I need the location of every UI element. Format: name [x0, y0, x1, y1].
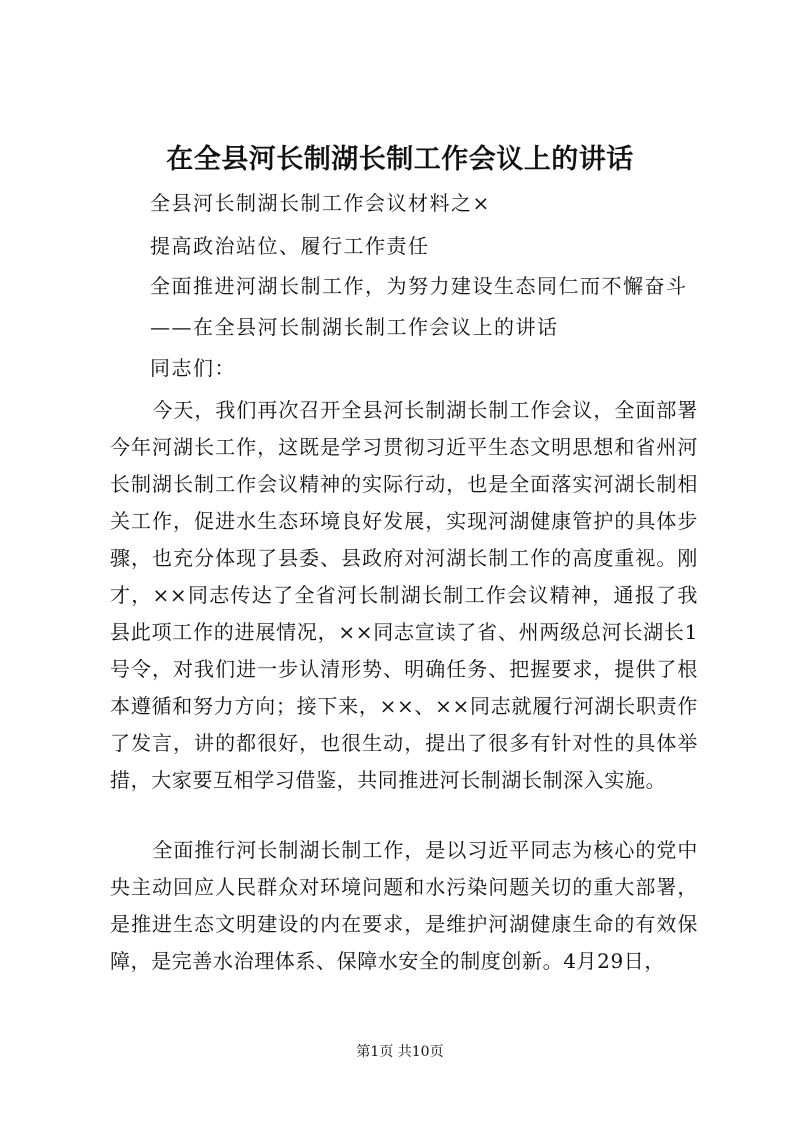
subtitle-line-speech: ——在全县河长制湖长制工作会议上的讲话 — [150, 315, 559, 339]
body-paragraph-2 — [110, 832, 698, 980]
subtitle-line-theme: 提高政治站位、履行工作责任 — [150, 234, 430, 258]
salutation: 同志们： — [150, 356, 236, 380]
subtitle-line-slogan: 全面推进河湖长制工作，为努力建设生态同仁而不懈奋斗 — [150, 274, 688, 298]
subtitle-line-materials: 全县河长制湖长制工作会议材料之× — [150, 191, 491, 215]
body-paragraph-2-text: 全面推行河长制湖长制工作，是以习近平同志为核心的党中央主动回应人民群众对环境问题和水污染问题关切的重大部署，是推进生态文明建设的内在要求，是维护河湖健康生命的有效保障，是完善水治理体系、保障水安全的制度创新。4月29日， — [110, 838, 698, 973]
page-footer: 第1页 共10页 — [356, 1044, 444, 1060]
body-paragraph-1-text: 今天，我们再次召开全县河长制湖长制工作会议，全面部署今年河湖长工作，这既是学习贯彻习近平生态文明思想和省州河长制湖长制工作会议精神的实际行动，也是全面落实河湖长制相关工作，促进水生态环境良好发展，实现河湖健康管护的具体步骤，也充分体现了县委、县政府对河湖长制工作的高度重视。刚才，××同志传达了全省河长制湖长制工作会议精神，通报了我县此项工作的进展情况，××同志宣读了省、州两级总河长湖长1号令，对我们进一步认清形势、明确任务、把握要求，提供了根本遵循和努力方向；接下来，××、××同志就履行河湖长职责作了发言，讲的都很好，也很生动，提出了很多有针对性的具体举措，大家要互相学习借鉴，共同推进河长制湖长制深入实施。 — [110, 398, 698, 792]
document-title: 在全县河长制湖长制工作会议上的讲话 — [166, 144, 634, 175]
body-paragraph-1 — [110, 392, 698, 799]
